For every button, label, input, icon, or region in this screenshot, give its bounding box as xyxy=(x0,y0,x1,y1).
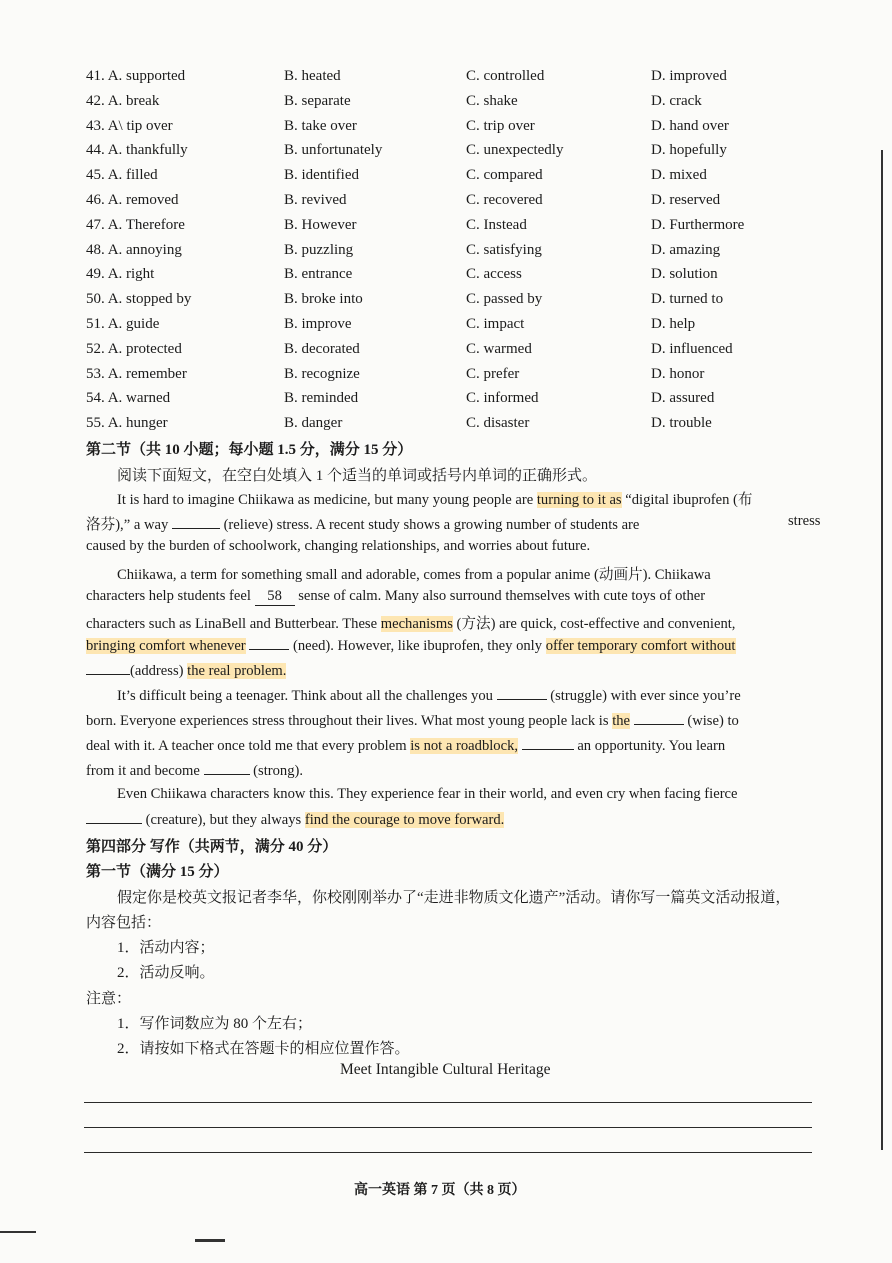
p3-text: from it and become xyxy=(86,763,204,779)
p3-line1 xyxy=(117,687,741,705)
highlight: bringing comfort whenever xyxy=(86,638,246,654)
answer-blank xyxy=(634,712,684,725)
p2-text: sense of calm. Many also surround themselves with cute toys of other xyxy=(294,588,706,604)
writing-prompt-line1: 假定你是校英文报记者李华，你校刚刚举办了“走进非物质文化遗产”活动。请你写一篇英文活动报道， xyxy=(117,890,791,906)
option-b: B. revived xyxy=(284,192,347,208)
option-text: A. Therefore xyxy=(107,216,185,233)
p2-line1: Chiikawa, a term for something small and adorable, comes from a popular anime (动画片). Chiikawa xyxy=(117,567,711,583)
scan-mark xyxy=(195,1239,225,1242)
answer-blank xyxy=(249,637,289,650)
option-c: C. satisfying xyxy=(466,241,542,258)
question-number: 55. xyxy=(86,415,105,432)
writing-line xyxy=(84,1152,812,1153)
p1-line3: caused by the burden of schoolwork, changing relationships, and worries about future. xyxy=(86,538,591,554)
question-number: 45. xyxy=(86,167,105,184)
highlight: the xyxy=(612,713,631,729)
question-number: 52. xyxy=(86,340,105,357)
option-a xyxy=(86,266,154,283)
p3-text: It’s difficult being a teenager. Think about all the challenges you xyxy=(117,688,497,704)
option-text: A. filled xyxy=(107,167,158,184)
option-a xyxy=(86,316,159,333)
highlight: turning to it as xyxy=(536,492,622,508)
p3-text: an opportunity. You learn xyxy=(573,738,726,754)
p1-line2 xyxy=(86,513,639,534)
blank-58: 58 xyxy=(255,588,295,606)
p3-text: born. Everyone experiences stress throughout their lives. What most young people lack is xyxy=(86,713,613,729)
option-a xyxy=(86,390,170,407)
writing-line xyxy=(84,1127,812,1128)
option-d: D. hopefully xyxy=(651,142,727,159)
question-number: 50. xyxy=(86,291,105,308)
question-number: 42. xyxy=(86,92,105,109)
option-b: B. entrance xyxy=(284,266,353,283)
option-d: D. improved xyxy=(651,68,727,84)
option-c: C. access xyxy=(466,266,522,283)
p4-line2 xyxy=(86,811,504,829)
option-a xyxy=(86,93,159,110)
option-text: A. remember xyxy=(107,365,187,382)
option-d: D. influenced xyxy=(651,340,733,357)
option-c: C. passed by xyxy=(466,291,543,308)
question-number: 43. xyxy=(86,117,105,134)
option-c: C. compared xyxy=(466,167,543,184)
p2-line3 xyxy=(86,612,735,633)
option-c: C. warmed xyxy=(466,340,532,357)
p2-text: characters such as LinaBell and Butterbear. These xyxy=(86,616,381,632)
answer-blank xyxy=(172,516,220,529)
option-c: C. unexpectedly xyxy=(466,142,564,159)
option-a xyxy=(86,415,168,432)
option-c: C. controlled xyxy=(466,68,545,84)
question-number: 47. xyxy=(86,216,105,233)
section2-heading: 第二节（共 10 小题；每小题 1.5 分，满分 15 分） xyxy=(86,442,413,458)
p4-text: (creature), but they always xyxy=(142,812,305,828)
option-text: A. thankfully xyxy=(107,142,188,159)
option-text: A. break xyxy=(107,92,160,109)
option-b: B. separate xyxy=(284,92,351,109)
scan-mark xyxy=(0,1231,36,1233)
option-a xyxy=(86,242,182,259)
p1-text: 洛芬),” a way xyxy=(86,517,172,533)
part4-section1: 第一节（满分 15 分） xyxy=(86,864,229,880)
option-c: C. prefer xyxy=(466,365,520,382)
option-a xyxy=(86,142,188,159)
option-text: A. hunger xyxy=(107,415,168,432)
option-d: D. Furthermore xyxy=(651,216,745,233)
option-a xyxy=(86,118,173,135)
question-number: 46. xyxy=(86,192,105,208)
option-text: A. annoying xyxy=(107,241,182,258)
part4-heading: 第四部分 写作（共两节，满分 40 分） xyxy=(86,839,338,855)
option-text: A. removed xyxy=(107,192,179,208)
p3-text: (strong). xyxy=(249,763,304,779)
p1-text: “digital ibuprofen (布 xyxy=(621,492,753,508)
p2-line4 xyxy=(86,637,736,655)
option-b: B. recognize xyxy=(284,365,360,382)
essay-title: Meet Intangible Cultural Heritage xyxy=(340,1061,551,1078)
highlight: mechanisms xyxy=(380,616,453,632)
p3-line3 xyxy=(86,737,725,755)
option-a xyxy=(86,341,182,358)
option-text: A. right xyxy=(107,266,155,283)
p3-line4 xyxy=(86,762,303,780)
option-d: D. solution xyxy=(651,266,718,283)
option-b: B. reminded xyxy=(284,390,359,407)
p2-text: (address) xyxy=(130,663,188,679)
question-number: 54. xyxy=(86,390,105,407)
note-label: 注意： xyxy=(86,991,132,1007)
question-number: 51. xyxy=(86,316,105,332)
p2-line5 xyxy=(86,662,286,680)
option-text: A. protected xyxy=(107,340,182,357)
p1-text: (relieve) stress. A recent study shows a growing number of students are xyxy=(219,517,640,533)
p4-line1: Even Chiikawa characters know this. They experience fear in their world, and even cry when facing fierce xyxy=(117,786,738,802)
highlight: the real problem. xyxy=(187,663,287,679)
option-d: D. trouble xyxy=(651,415,712,432)
option-text: A. warned xyxy=(107,390,171,407)
option-d: D. amazing xyxy=(651,241,721,258)
p1-line2-end: stress xyxy=(788,513,821,529)
highlight: is not a roadblock, xyxy=(410,738,519,754)
note-item-2: 2．请按如下格式在答题卡的相应位置作答。 xyxy=(117,1041,410,1057)
option-a xyxy=(86,217,185,234)
option-d: D. assured xyxy=(651,390,715,407)
option-text: A. stopped by xyxy=(107,291,192,308)
question-number: 53. xyxy=(86,365,105,382)
p1-line1 xyxy=(117,488,753,509)
section2-instruction: 阅读下面短文，在空白处填入 1 个适当的单词或括号内单词的正确形式。 xyxy=(117,468,598,484)
answer-blank xyxy=(86,662,130,675)
question-number: 44. xyxy=(86,142,105,159)
option-a xyxy=(86,366,187,383)
option-a xyxy=(86,68,185,85)
question-number: 41. xyxy=(86,68,105,84)
option-c: C. shake xyxy=(466,92,518,109)
option-b: B. unfortunately xyxy=(284,142,383,159)
option-text: A. supported xyxy=(107,68,186,84)
option-text: A. guide xyxy=(107,316,160,332)
option-c: C. Instead xyxy=(466,216,527,233)
writing-line xyxy=(84,1102,812,1103)
p3-text: (wise) to xyxy=(683,713,739,729)
answer-blank xyxy=(204,762,250,775)
option-text: A\ tip over xyxy=(107,117,173,134)
p2-text: (need). However, like ibuprofen, they only xyxy=(289,638,546,654)
p3-line2 xyxy=(86,712,739,730)
option-c: C. disaster xyxy=(466,415,530,432)
option-d: D. turned to xyxy=(651,291,724,308)
p2-text: characters help students feel xyxy=(86,588,255,604)
option-b: B. puzzling xyxy=(284,241,354,258)
option-c: C. trip over xyxy=(466,117,535,134)
option-c: C. recovered xyxy=(466,192,543,208)
option-b: B. identified xyxy=(284,167,359,184)
p3-text: (struggle) with ever since you’re xyxy=(546,688,741,704)
option-d: D. crack xyxy=(651,92,702,109)
option-c: C. informed xyxy=(466,390,539,407)
scan-edge-line xyxy=(881,150,883,1150)
page-footer: 高一英语 第 7 页（共 8 页） xyxy=(354,1183,526,1198)
content-item-2: 2．活动反响。 xyxy=(117,965,215,981)
highlight: offer temporary comfort without xyxy=(545,638,736,654)
option-b: B. heated xyxy=(284,68,341,84)
option-d: D. reserved xyxy=(651,192,721,208)
p2-text: (方法) are quick, cost-effective and convenient, xyxy=(452,616,736,632)
option-b: B. broke into xyxy=(284,291,363,308)
p1-text: It is hard to imagine Chiikawa as medicine, but many young people are xyxy=(117,492,537,508)
question-number: 48. xyxy=(86,241,105,258)
option-a xyxy=(86,192,179,209)
answer-blank xyxy=(497,687,547,700)
note-item-1: 1．写作词数应为 80 个左右； xyxy=(117,1016,313,1032)
option-c: C. impact xyxy=(466,316,525,332)
option-d: D. mixed xyxy=(651,167,707,184)
option-b: B. However xyxy=(284,216,357,233)
option-d: D. hand over xyxy=(651,117,729,134)
option-a xyxy=(86,291,191,308)
p2-line2 xyxy=(86,588,705,606)
writing-prompt-line2: 内容包括： xyxy=(86,915,162,931)
answer-blank xyxy=(86,811,142,824)
option-d: D. help xyxy=(651,316,696,332)
option-d: D. honor xyxy=(651,365,705,382)
option-b: B. take over xyxy=(284,117,357,134)
option-b: B. improve xyxy=(284,316,352,332)
option-a xyxy=(86,167,158,184)
answer-blank xyxy=(522,737,574,750)
content-item-1: 1．活动内容； xyxy=(117,940,215,956)
question-number: 49. xyxy=(86,266,105,283)
option-b: B. decorated xyxy=(284,340,360,357)
highlight: find the courage to move forward. xyxy=(304,812,505,828)
option-b: B. danger xyxy=(284,415,343,432)
p3-text: deal with it. A teacher once told me that every problem xyxy=(86,738,411,754)
